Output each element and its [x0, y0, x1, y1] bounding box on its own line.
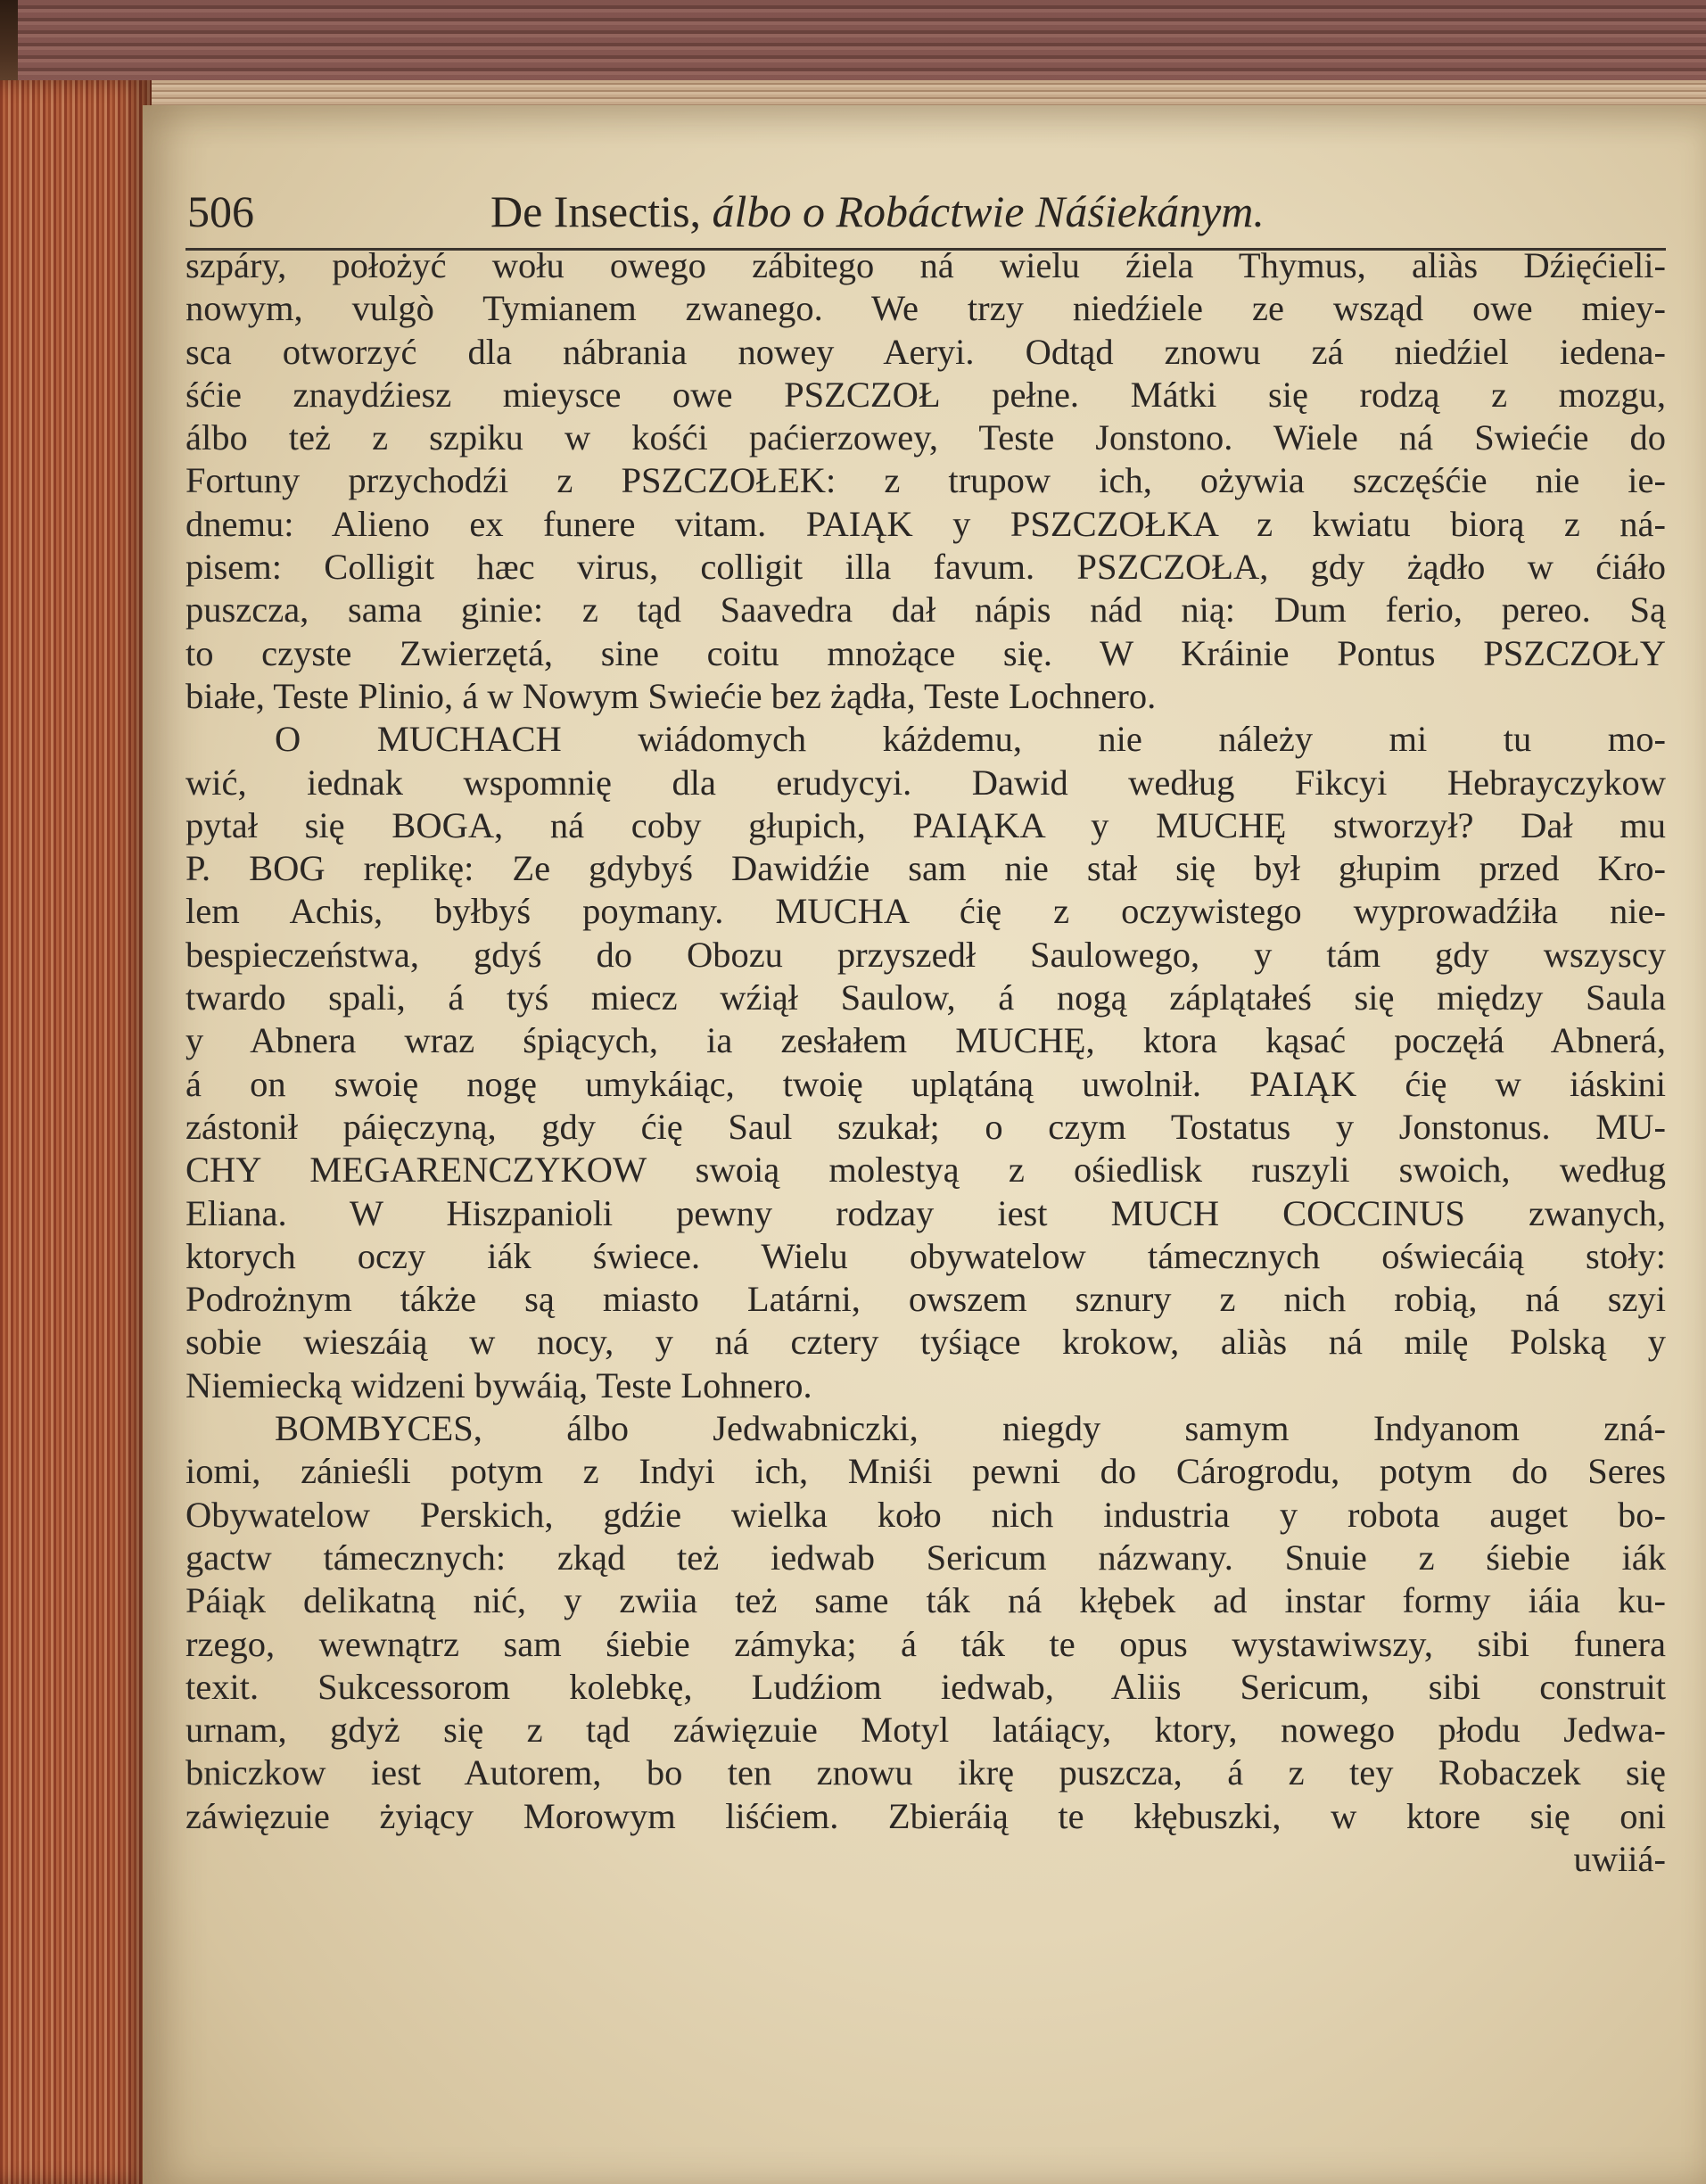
text-line: to czyste Zwierzętá, sine coitu mnożące się. W Kráinie Pontus PSZCZOŁY: [185, 632, 1666, 673]
body-text: [185, 244, 1666, 1881]
running-title-italic: álbo o Robáctwie Náśiekánym.: [712, 186, 1265, 236]
text-line: á on swoię nogę umykáiąc, twoię uplątáną uwolnił. PAIĄK ćię w iáskini: [185, 1063, 1666, 1104]
text-line: wić, iednak wspomnię dla erudycyi. Dawid według Fikcyi Hebrayczykow: [185, 762, 1666, 803]
bookmark-ribbon: [18, 0, 1706, 85]
text-line: szpáry, położyć wołu owego zábitego ná wielu źiela Thymus, aliàs Dźięćieli-: [185, 245, 1666, 285]
text-line: Eliana. W Hiszpanioli pewny rodzay iest MUCH COCCINUS zwanych,: [185, 1192, 1666, 1233]
page-number: 506: [187, 186, 254, 236]
text-line: Podrożnym tákże są miasto Latárni, owszem sznury z nich robią, ná szyi: [185, 1279, 1666, 1320]
text-line: twardo spali, á tyś miecz wźiął Saulow, á nogą záplątałeś się między Saula: [185, 977, 1666, 1018]
text-line: rzego, wewnątrz sam śiebie zámyka; á ták te opus wystawiwszy, sibi funera: [185, 1623, 1666, 1664]
text-line: białe, Teste Plinio, á w Nowym Swiećie bez żądła, Teste Lochnero.: [185, 675, 1157, 716]
text-line: dnemu: Alieno ex funere vitam. PAIĄK y PSZCZOŁKA z kwiatu biorą z ná-: [185, 503, 1666, 544]
catchword: uwiiá-: [1573, 1838, 1666, 1879]
text-line: Obywatelow Perskich, gdźie wielka koło nich industria y robota auget bo-: [185, 1494, 1666, 1535]
text-line: sca otworzyć dla nábrania nowey Aeryi. Odtąd znowu zá niedźiel iedena-: [185, 331, 1666, 372]
text-line: urnam, gdyż się z tąd záwięzuie Motyl latáiący, ktory, nowego płodu Jedwa-: [185, 1710, 1666, 1751]
page-edges-left: [0, 80, 152, 2184]
running-title-roman: De Insectis,: [490, 186, 702, 236]
running-head: [187, 185, 1659, 248]
text-line: puszcza, sama ginie: z tąd Saavedra dał nápis nád nią: Dum ferio, pereo. Są: [185, 589, 1666, 630]
text-line: pisem: Colligit hæc virus, colligit illa favum. PSZCZOŁA, gdy żądło w ćiáło: [185, 547, 1666, 588]
text-line: gactw támecznych: zkąd też iedwab Sericum názwany. Snuie z śiebie iák: [185, 1537, 1666, 1578]
text-line: Fortuny przychodźi z PSZCZOŁEK: z trupow ich, ożywia szczęśćie nie ie-: [185, 460, 1666, 501]
text-line: P. BOG replikę: Ze gdybyś Dawidźie sam nie stał się był głupim przed Kro-: [185, 848, 1666, 889]
text-line: O MUCHACH wiádomych káżdemu, nie náleży mi tu mo-: [275, 719, 1666, 760]
text-line: álbo też z szpiku w kośći paćierzowey, Teste Jonstono. Wiele ná Swiećie do: [185, 417, 1666, 458]
text-line: sobie wieszáią w nocy, y ná cztery tyśiące krokow, aliàs ná milę Polską y: [185, 1322, 1666, 1363]
text-line: y Abnera wraz śpiących, ia zesłałem MUCHĘ, ktora kąsać poczęłá Abnerá,: [185, 1020, 1666, 1061]
text-line: Páiąk delikatną nić, y zwiia też same ták ná kłębek ad instar formy iáia ku-: [185, 1580, 1666, 1621]
text-line: ktorych oczy iák świece. Wielu obywatelow támecznych oświecáią stoły:: [185, 1235, 1666, 1276]
running-title: [490, 185, 1265, 237]
text-line: CHY MEGARENCZYKOW swoią molestyą z ośiedlisk ruszyli swoich, według: [185, 1150, 1666, 1191]
text-line: bespieczeństwa, gdyś do Obozu przyszedł Saulowego, y tám gdy wszyscy: [185, 934, 1666, 975]
text-line: texit. Sukcessorom kolebkę, Ludźiom iedwab, Aliis Sericum, sibi construit: [185, 1666, 1666, 1707]
text-line: lem Achis, byłbyś poymany. MUCHA ćię z oczywistego wyprowadźiła nie-: [185, 891, 1666, 932]
text-line: zástonił páięczyną, gdy ćię Saul szukał; o czym Tostatus y Jonstonus. MU-: [185, 1106, 1666, 1147]
book-page: [143, 105, 1706, 2184]
text-line: bniczkow iest Autorem, bo ten znowu ikrę puszcza, á z tey Robaczek się: [185, 1752, 1666, 1793]
text-line: BOMBYCES, álbo Jedwabniczki, niegdy samym Indyanom zná-: [275, 1408, 1666, 1449]
text-line: iomi, zánieśli potym z Indyi ich, Mniśi pewni do Cárogrodu, potym do Seres: [185, 1451, 1666, 1492]
text-line: nowym, vulgò Tymianem zwanego. We trzy niedźiele ze wsząd owe miey-: [185, 288, 1666, 329]
text-line: śćie znaydźiesz mieysce owe PSZCZOŁ pełne. Mátki się rodzą z mozgu,: [185, 374, 1666, 415]
text-line: pytał się BOGA, ná coby głupich, PAIĄKA y MUCHĘ stworzył? Dał mu: [185, 804, 1666, 845]
text-line: Niemiecką widzeni bywáią, Teste Lohnero.: [185, 1364, 812, 1405]
text-line: záwięzuie żyiący Morowym liśćiem. Zbieráią te kłębuszki, w ktore się oni: [185, 1795, 1666, 1836]
